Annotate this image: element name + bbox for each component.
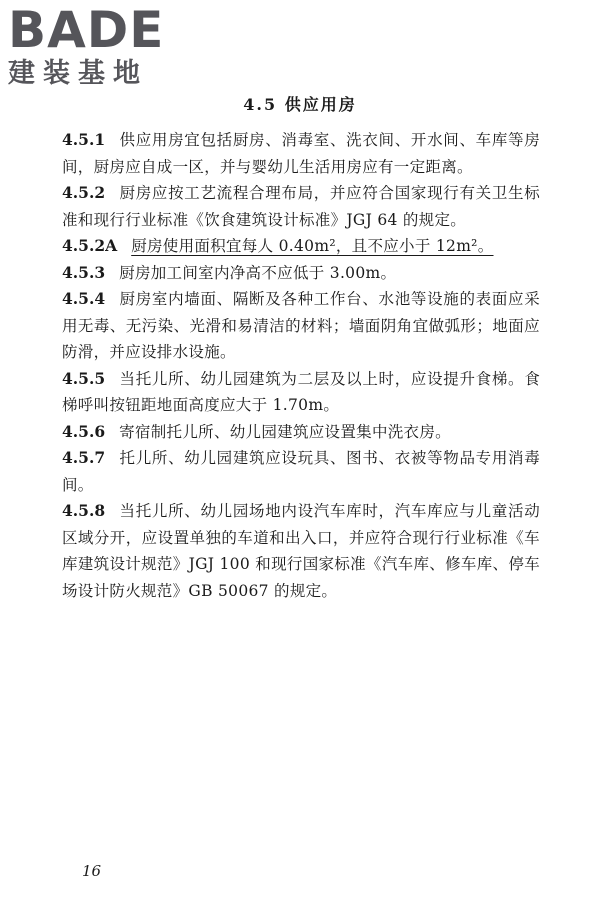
- clause-number: 4.5.5: [62, 368, 106, 388]
- clause-number: 4.5.6: [62, 421, 106, 441]
- bade-logo: [8, 1, 178, 94]
- clause-4-5-4: [62, 286, 540, 366]
- logo-text-en: BADE: [8, 1, 165, 59]
- clause-4-5-2: [62, 180, 540, 233]
- clause-4-5-7: [62, 445, 540, 498]
- clause-number: 4.5.4: [62, 289, 106, 308]
- clause-text: 当托儿所、幼儿园场地内设汽车库时，汽车库应与儿童活动区域分开，应设置单独的车道和出入口，并应符合现行行业标准《车库建筑设计规范》JGJ 100 和现行国家标准《汽车库、修车库、停车场设计防火规范》GB 50067 的规定。: [62, 502, 540, 600]
- clause-4-5-5: [62, 366, 540, 419]
- clause-number: 4.5.8: [62, 501, 106, 520]
- clause-list: [62, 127, 540, 604]
- clause-text: 托儿所、幼儿园建筑应设玩具、图书、衣被等物品专用消毒间。: [62, 449, 540, 494]
- logo-text-cn: 建装基地: [8, 58, 148, 89]
- page-number: 16: [82, 862, 102, 880]
- clause-number: 4.5.3: [62, 262, 106, 282]
- section-title: 4.5 供应用房: [243, 95, 357, 114]
- clause-text: 厨房室内墙面、隔断及各种工作台、水池等设施的表面应采用无毒、无污染、光滑和易清洁的材料；墙面阴角宜做弧形；地面应防滑，并应设排水设施。: [62, 290, 540, 361]
- clause-text: 厨房加工间室内净高不应低于 3.00m。: [119, 263, 397, 282]
- clause-number: 4.5.7: [62, 448, 106, 467]
- clause-text: 寄宿制托儿所、幼儿园建筑应设置集中洗衣房。: [119, 422, 451, 441]
- clause-4-5-8: [62, 498, 540, 604]
- clause-4-5-6: [62, 419, 540, 446]
- clause-text: 厨房使用面积宜每人 0.40m²，且不应小于 12m²。: [131, 237, 494, 255]
- clause-4-5-2a: [62, 233, 540, 260]
- clause-number: 4.5.2A: [62, 236, 118, 255]
- clause-text: 当托儿所、幼儿园建筑为二层及以上时，应设提升食梯。食梯呼叫按钮距地面高度应大于 1.70m。: [62, 369, 540, 414]
- clause-text: 厨房应按工艺流程合理布局，并应符合国家现行有关卫生标准和现行行业标准《饮食建筑设计标准》JGJ 64 的规定。: [62, 184, 540, 229]
- clause-text: 供应用房宜包括厨房、消毒室、洗衣间、开水间、车库等房间，厨房应自成一区，并与婴幼儿生活用房应有一定距离。: [62, 131, 540, 176]
- clause-4-5-1: [62, 127, 540, 180]
- clause-4-5-3: [62, 260, 540, 287]
- clause-number: 4.5.2: [62, 183, 106, 202]
- clause-number: 4.5.1: [62, 130, 106, 149]
